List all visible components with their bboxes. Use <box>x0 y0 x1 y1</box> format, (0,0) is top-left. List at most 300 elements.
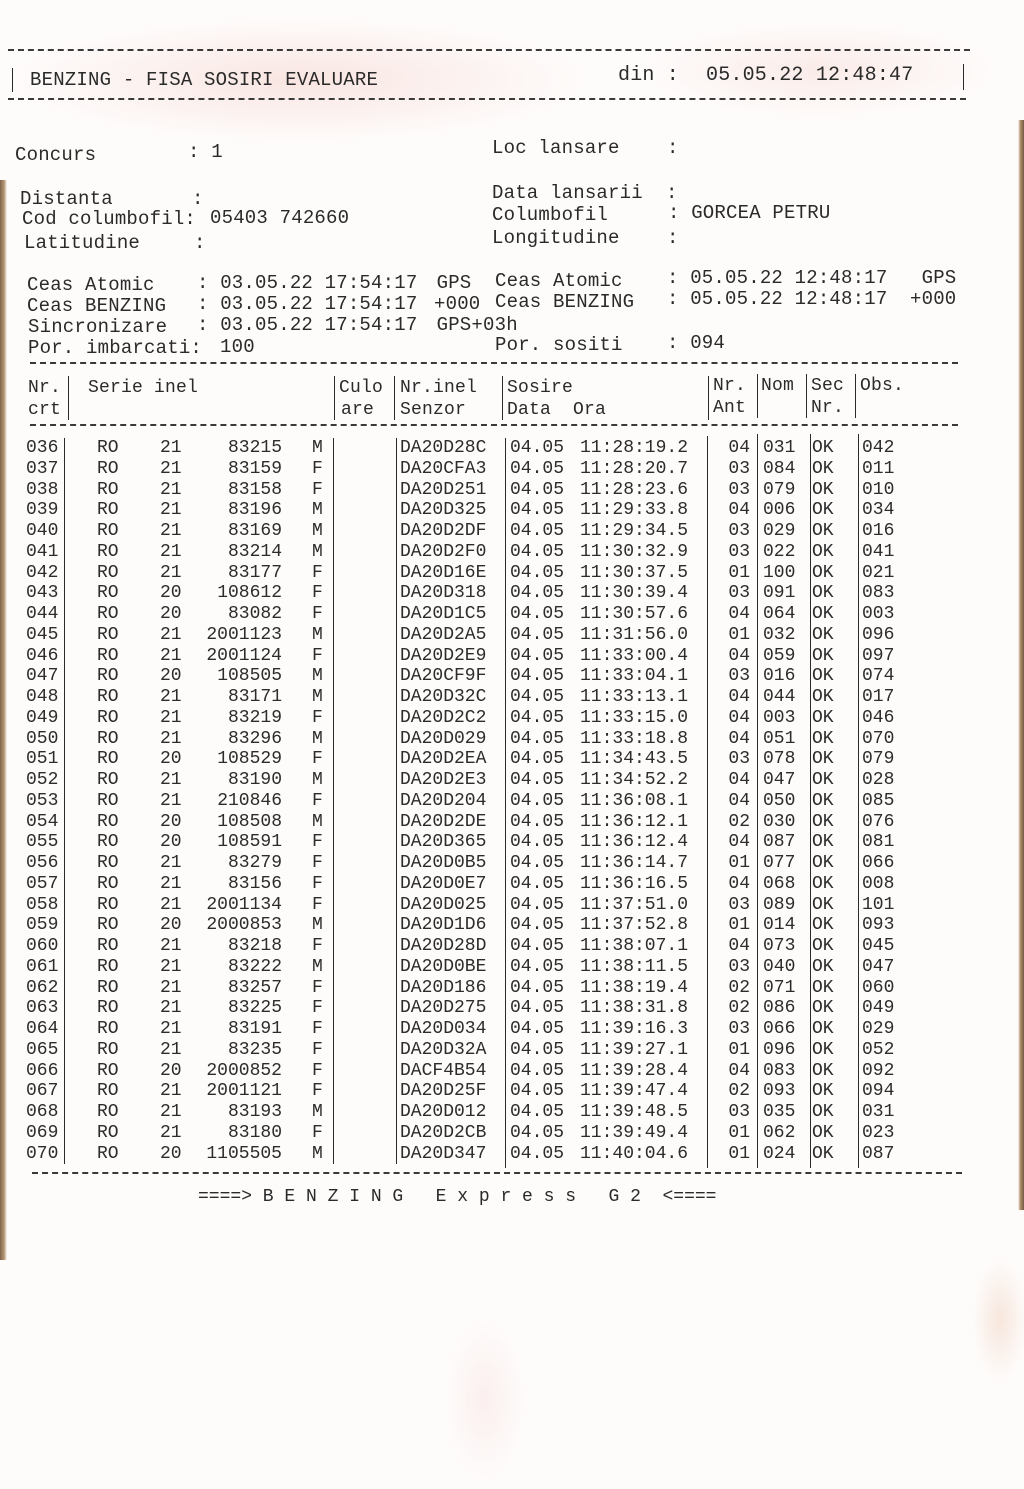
cell-sensor-id: DA20D32A <box>400 1039 487 1060</box>
cell-date: 04.05 <box>510 583 565 604</box>
cell-obs: 023 <box>862 1122 895 1143</box>
cell-ring-no: 2001124 <box>206 645 282 666</box>
cell-sex: F <box>312 832 323 853</box>
table-row <box>0 1102 1024 1123</box>
cell-nr-crt: 039 <box>26 500 59 521</box>
cell-nr-ant: 04 <box>728 500 750 521</box>
cell-ring-no: 108591 <box>217 832 282 853</box>
cell-ring-no: 83222 <box>227 956 282 977</box>
cell-sec: OK <box>812 728 834 749</box>
cell-nr-ant: 03 <box>728 458 750 479</box>
cell-nr-crt: 046 <box>26 645 59 666</box>
cell-nom: 073 <box>763 936 796 956</box>
cod-columbofil-label: Cod columbofil: <box>22 208 197 230</box>
header-divider <box>757 374 758 418</box>
cell-nom: 079 <box>763 479 796 500</box>
cell-sensor-id: DA20D2E9 <box>400 645 487 666</box>
cell-sex: M <box>312 687 323 707</box>
cell-sensor-id: DA20D318 <box>400 583 487 604</box>
cell-year: 21 <box>160 541 182 562</box>
cell-nr-ant: 04 <box>728 604 750 624</box>
cell-nr-ant: 03 <box>728 583 750 604</box>
cell-year: 21 <box>160 894 182 915</box>
cell-nr-ant: 04 <box>728 790 750 811</box>
cell-year: 20 <box>160 915 182 936</box>
cell-country: RO <box>97 749 119 770</box>
header-culoare-line2: are <box>341 400 375 420</box>
cell-country: RO <box>97 811 119 832</box>
cell-time: 11:39:28.4 <box>580 1060 689 1081</box>
cell-obs: 047 <box>862 956 895 977</box>
cell-sensor-id: DA20D2F0 <box>400 541 487 562</box>
table-row <box>0 1040 1024 1061</box>
cell-date: 04.05 <box>510 832 565 853</box>
cell-date: 04.05 <box>510 458 565 479</box>
cell-time: 11:39:27.1 <box>580 1039 689 1060</box>
cell-time: 11:28:23.6 <box>580 479 689 500</box>
cell-sensor-id: DA20D32C <box>400 687 487 707</box>
header-left-bar <box>12 68 13 92</box>
cell-sensor-id: DA20D186 <box>400 977 487 998</box>
cell-obs: 011 <box>862 458 895 479</box>
cell-sex: M <box>312 500 323 521</box>
cell-sensor-id: DA20D275 <box>400 998 487 1019</box>
cell-sec: OK <box>812 521 834 541</box>
header-bottom-rule-table <box>30 424 958 426</box>
cell-date: 04.05 <box>510 1060 565 1081</box>
distanta-value: : <box>192 188 204 210</box>
cell-sec: OK <box>812 998 834 1019</box>
cell-time: 11:30:39.4 <box>580 583 689 604</box>
cell-nr-ant: 01 <box>728 562 750 583</box>
header-nr-ant-line1: Nr. <box>713 376 747 396</box>
table-row <box>0 542 1024 563</box>
cell-nr-crt: 070 <box>26 1143 59 1164</box>
cell-country: RO <box>97 521 119 541</box>
cell-nr-ant: 01 <box>728 1122 750 1143</box>
header-nr-inel-line1: Nr.inel <box>400 378 478 398</box>
ceas-atomic-left-suffix: GPS <box>425 272 472 294</box>
data-lansarii-value: : <box>666 182 678 204</box>
cell-nr-crt: 036 <box>26 438 59 458</box>
cell-sensor-id: DA20D2A5 <box>400 624 487 645</box>
cell-nr-crt: 064 <box>26 1019 59 1039</box>
cell-nr-crt: 065 <box>26 1039 59 1060</box>
cell-nom: 100 <box>763 562 796 583</box>
cell-time: 11:33:15.0 <box>580 707 689 728</box>
cell-sensor-id: DA20D2C2 <box>400 707 487 728</box>
cell-nr-crt: 055 <box>26 832 59 853</box>
cell-country: RO <box>97 853 119 873</box>
cell-ring-no: 83257 <box>227 977 282 998</box>
table-row <box>0 646 1024 667</box>
cell-nom: 029 <box>763 521 796 541</box>
cell-year: 21 <box>160 707 182 728</box>
cell-sex: F <box>312 1039 323 1060</box>
cell-year: 21 <box>160 624 182 645</box>
cell-nr-ant: 04 <box>728 770 750 790</box>
header-nr-crt-line1: Nr. <box>28 378 62 398</box>
cell-date: 04.05 <box>510 687 565 707</box>
cell-nom: 091 <box>763 583 796 604</box>
cell-date: 04.05 <box>510 562 565 583</box>
cell-nom: 066 <box>763 1019 796 1039</box>
cell-year: 21 <box>160 998 182 1019</box>
cell-nom: 035 <box>763 1102 796 1122</box>
cell-time: 11:39:48.5 <box>580 1102 689 1122</box>
cell-obs: 029 <box>862 1019 895 1039</box>
cell-date: 04.05 <box>510 438 565 458</box>
cell-sex: M <box>312 728 323 749</box>
table-row <box>0 1123 1024 1144</box>
cell-nr-ant: 03 <box>728 479 750 500</box>
cell-time: 11:40:04.6 <box>580 1143 689 1164</box>
cell-nr-ant: 03 <box>728 666 750 687</box>
cell-year: 21 <box>160 790 182 811</box>
cell-ring-no: 83169 <box>227 521 282 541</box>
cell-nom: 089 <box>763 894 796 915</box>
cell-sec: OK <box>812 873 834 894</box>
cell-year: 21 <box>160 1039 182 1060</box>
cell-sex: M <box>312 770 323 790</box>
cell-nom: 083 <box>763 1060 796 1081</box>
ceas-atomic-left-value: : 03.05.22 17:54:17 <box>197 272 418 294</box>
cell-obs: 066 <box>862 853 895 873</box>
cell-country: RO <box>97 1039 119 1060</box>
cell-sec: OK <box>812 687 834 707</box>
cell-country: RO <box>97 687 119 707</box>
cell-sex: F <box>312 853 323 873</box>
cell-sec: OK <box>812 770 834 790</box>
cell-ring-no: 83279 <box>227 853 282 873</box>
cell-ring-no: 2000853 <box>206 915 282 936</box>
cell-nr-crt: 048 <box>26 687 59 707</box>
cell-time: 11:28:20.7 <box>580 458 689 479</box>
cell-obs: 093 <box>862 915 895 936</box>
cell-sec: OK <box>812 977 834 998</box>
cell-country: RO <box>97 707 119 728</box>
cell-country: RO <box>97 936 119 956</box>
table-row <box>0 708 1024 729</box>
loc-lansare-label: Loc lansare <box>492 137 620 159</box>
cell-country: RO <box>97 894 119 915</box>
cell-nr-ant: 03 <box>728 749 750 770</box>
table-row <box>0 500 1024 521</box>
cell-sec: OK <box>812 707 834 728</box>
cell-obs: 049 <box>862 998 895 1019</box>
cell-sex: M <box>312 1102 323 1122</box>
cell-sex: F <box>312 977 323 998</box>
cell-date: 04.05 <box>510 645 565 666</box>
cell-sec: OK <box>812 1143 834 1164</box>
cell-country: RO <box>97 1122 119 1143</box>
porumbei-imbarcati-label: Por. imbarcati: <box>28 337 203 359</box>
cell-ring-no: 108508 <box>217 811 282 832</box>
cell-sensor-id: DA20CFA3 <box>400 458 487 479</box>
header-right-bar <box>963 64 964 90</box>
cell-country: RO <box>97 458 119 479</box>
table-row <box>0 791 1024 812</box>
cell-sex: F <box>312 749 323 770</box>
cell-country: RO <box>97 1060 119 1081</box>
cell-date: 04.05 <box>510 479 565 500</box>
cell-country: RO <box>97 956 119 977</box>
cell-nr-crt: 061 <box>26 956 59 977</box>
cell-sec: OK <box>812 956 834 977</box>
footer-brand: ====> B E N Z I N G E x p r e s s G 2 <==== <box>198 1187 717 1207</box>
porumbei-sositi-value: : 094 <box>667 332 726 354</box>
cell-date: 04.05 <box>510 894 565 915</box>
table-top-rule <box>30 362 958 364</box>
cell-obs: 070 <box>862 728 895 749</box>
cell-obs: 076 <box>862 811 895 832</box>
cell-sex: F <box>312 894 323 915</box>
cell-year: 21 <box>160 645 182 666</box>
table-row <box>0 853 1024 874</box>
cell-sex: M <box>312 811 323 832</box>
cell-sex: M <box>312 915 323 936</box>
cell-nom: 068 <box>763 873 796 894</box>
cell-nr-crt: 052 <box>26 770 59 790</box>
cell-sensor-id: DA20D1D6 <box>400 915 487 936</box>
cell-date: 04.05 <box>510 790 565 811</box>
sincronizare-suffix: GPS+03h <box>425 314 518 336</box>
cell-ring-no: 108529 <box>217 749 282 770</box>
cell-nom: 044 <box>763 687 796 707</box>
cell-sex: F <box>312 790 323 811</box>
cell-sex: F <box>312 645 323 666</box>
cell-ring-no: 83225 <box>227 998 282 1019</box>
cell-nr-ant: 03 <box>728 1102 750 1122</box>
cell-time: 11:33:00.4 <box>580 645 689 666</box>
cell-sensor-id: DA20D0E7 <box>400 873 487 894</box>
cell-time: 11:29:33.8 <box>580 500 689 521</box>
cell-date: 04.05 <box>510 873 565 894</box>
cell-nr-crt: 062 <box>26 977 59 998</box>
cell-time: 11:37:51.0 <box>580 894 689 915</box>
cell-nom: 071 <box>763 977 796 998</box>
cell-date: 04.05 <box>510 1122 565 1143</box>
document-title: BENZING - FISA SOSIRI EVALUARE <box>30 69 379 91</box>
cell-ring-no: 83190 <box>227 770 282 790</box>
cell-country: RO <box>97 998 119 1019</box>
table-row <box>0 480 1024 501</box>
cell-time: 11:36:08.1 <box>580 790 689 811</box>
cell-time: 11:30:32.9 <box>580 541 689 562</box>
latitudine-value: : <box>194 232 206 254</box>
cell-nom: 087 <box>763 832 796 853</box>
table-row <box>0 874 1024 895</box>
cell-date: 04.05 <box>510 728 565 749</box>
cell-time: 11:37:52.8 <box>580 915 689 936</box>
cell-date: 04.05 <box>510 1081 565 1102</box>
cell-time: 11:36:16.5 <box>580 873 689 894</box>
cell-sex: F <box>312 1060 323 1081</box>
cell-country: RO <box>97 500 119 521</box>
cell-nr-crt: 042 <box>26 562 59 583</box>
cell-sensor-id: DA20D365 <box>400 832 487 853</box>
cell-country: RO <box>97 666 119 687</box>
cod-columbofil-value: 05403 742660 <box>210 207 350 229</box>
cell-year: 21 <box>160 500 182 521</box>
cell-year: 21 <box>160 956 182 977</box>
cell-nr-crt: 050 <box>26 728 59 749</box>
cell-sec: OK <box>812 936 834 956</box>
cell-year: 21 <box>160 521 182 541</box>
cell-time: 11:33:04.1 <box>580 666 689 687</box>
cell-nr-ant: 01 <box>728 1143 750 1164</box>
cell-nr-ant: 02 <box>728 977 750 998</box>
cell-nr-crt: 044 <box>26 604 59 624</box>
cell-sensor-id: DA20D2DF <box>400 521 487 541</box>
cell-sec: OK <box>812 500 834 521</box>
cell-country: RO <box>97 915 119 936</box>
cell-obs: 092 <box>862 1060 895 1081</box>
cell-date: 04.05 <box>510 541 565 562</box>
cell-ring-no: 2001123 <box>206 624 282 645</box>
cell-nom: 031 <box>763 438 796 458</box>
cell-nr-ant: 04 <box>728 832 750 853</box>
cell-time: 11:36:14.7 <box>580 853 689 873</box>
cell-year: 20 <box>160 749 182 770</box>
cell-sec: OK <box>812 853 834 873</box>
cell-obs: 045 <box>862 936 895 956</box>
header-sec-line2: Nr. <box>811 398 845 418</box>
cell-ring-no: 83171 <box>227 687 282 707</box>
cell-sec: OK <box>812 666 834 687</box>
longitudine-value: : <box>667 227 679 249</box>
header-divider <box>806 374 807 418</box>
cell-nom: 078 <box>763 749 796 770</box>
cell-date: 04.05 <box>510 1143 565 1164</box>
cell-nr-ant: 02 <box>728 811 750 832</box>
cell-year: 21 <box>160 1102 182 1122</box>
cell-obs: 085 <box>862 790 895 811</box>
cell-sensor-id: DA20D2CB <box>400 1122 487 1143</box>
cell-sec: OK <box>812 624 834 645</box>
table-row <box>0 666 1024 687</box>
cell-ring-no: 83177 <box>227 562 282 583</box>
cell-obs: 074 <box>862 666 895 687</box>
cell-country: RO <box>97 832 119 853</box>
distanta-label: Distanta <box>20 188 113 210</box>
cell-ring-no: 83159 <box>227 458 282 479</box>
table-row <box>0 770 1024 791</box>
cell-obs: 079 <box>862 749 895 770</box>
concurs-value: : 1 <box>188 141 223 163</box>
cell-country: RO <box>97 1081 119 1102</box>
cell-sensor-id: DA20CF9F <box>400 666 487 687</box>
cell-nr-crt: 060 <box>26 936 59 956</box>
cell-sensor-id: DA20D012 <box>400 1102 487 1122</box>
cell-time: 11:34:43.5 <box>580 749 689 770</box>
cell-sensor-id: DA20D2E3 <box>400 770 487 790</box>
cell-sensor-id: DA20D025 <box>400 894 487 915</box>
cell-country: RO <box>97 438 119 458</box>
cell-ring-no: 2000852 <box>206 1060 282 1081</box>
cell-sensor-id: DA20D029 <box>400 728 487 749</box>
cell-year: 21 <box>160 438 182 458</box>
cell-nom: 093 <box>763 1081 796 1102</box>
cell-year: 21 <box>160 562 182 583</box>
cell-year: 21 <box>160 479 182 500</box>
cell-obs: 031 <box>862 1102 895 1122</box>
cell-nom: 016 <box>763 666 796 687</box>
cell-obs: 046 <box>862 707 895 728</box>
cell-date: 04.05 <box>510 998 565 1019</box>
cell-nom: 006 <box>763 500 796 521</box>
cell-country: RO <box>97 790 119 811</box>
cell-ring-no: 2001134 <box>206 894 282 915</box>
cell-sex: F <box>312 583 323 604</box>
cell-sensor-id: DA20D251 <box>400 479 487 500</box>
cell-sensor-id: DA20D325 <box>400 500 487 521</box>
cell-nr-crt: 040 <box>26 521 59 541</box>
cell-ring-no: 83196 <box>227 500 282 521</box>
cell-nr-crt: 049 <box>26 707 59 728</box>
cell-time: 11:33:13.1 <box>580 687 689 707</box>
cell-sensor-id: DA20D1C5 <box>400 604 487 624</box>
table-row <box>0 936 1024 957</box>
cell-sensor-id: DA20D0B5 <box>400 853 487 873</box>
cell-date: 04.05 <box>510 604 565 624</box>
date-label: din : <box>618 64 680 87</box>
cell-year: 21 <box>160 728 182 749</box>
cell-country: RO <box>97 770 119 790</box>
header-divider <box>502 376 503 420</box>
cell-sex: F <box>312 998 323 1019</box>
cell-sex: M <box>312 956 323 977</box>
cell-sec: OK <box>812 604 834 624</box>
cell-nr-crt: 057 <box>26 873 59 894</box>
cell-year: 20 <box>160 666 182 687</box>
cell-ring-no: 2001121 <box>206 1081 282 1102</box>
table-row <box>0 438 1024 459</box>
cell-time: 11:30:57.6 <box>580 604 689 624</box>
cell-nr-crt: 069 <box>26 1122 59 1143</box>
cell-year: 20 <box>160 1060 182 1081</box>
header-nr-ant-line2: Ant <box>713 398 747 418</box>
cell-ring-no: 83219 <box>227 707 282 728</box>
cell-sex: M <box>312 541 323 562</box>
table-bottom-rule <box>32 1172 962 1174</box>
cell-ring-no: 83235 <box>227 1039 282 1060</box>
cell-nom: 032 <box>763 624 796 645</box>
header-nom: Nom <box>761 376 795 396</box>
ceas-atomic-left-label: Ceas Atomic <box>27 274 155 296</box>
cell-year: 21 <box>160 853 182 873</box>
cell-sec: OK <box>812 1060 834 1081</box>
cell-nr-ant: 04 <box>728 873 750 894</box>
cell-sex: M <box>312 624 323 645</box>
header-divider <box>68 376 69 420</box>
cell-date: 04.05 <box>510 521 565 541</box>
cell-ring-no: 83193 <box>227 1102 282 1122</box>
cell-nr-ant: 01 <box>728 1039 750 1060</box>
cell-sec: OK <box>812 541 834 562</box>
cell-year: 21 <box>160 1122 182 1143</box>
arrivals-table-body <box>0 438 1024 1164</box>
cell-country: RO <box>97 479 119 500</box>
cell-year: 20 <box>160 583 182 604</box>
cell-sensor-id: DA20D16E <box>400 562 487 583</box>
cell-obs: 052 <box>862 1039 895 1060</box>
cell-sex: M <box>312 1143 323 1164</box>
ceas-atomic-right-label: Ceas Atomic <box>495 270 623 292</box>
cell-sec: OK <box>812 894 834 915</box>
cell-sec: OK <box>812 1019 834 1039</box>
ceas-benzing-right-value: : 05.05.22 12:48:17 <box>667 288 888 310</box>
